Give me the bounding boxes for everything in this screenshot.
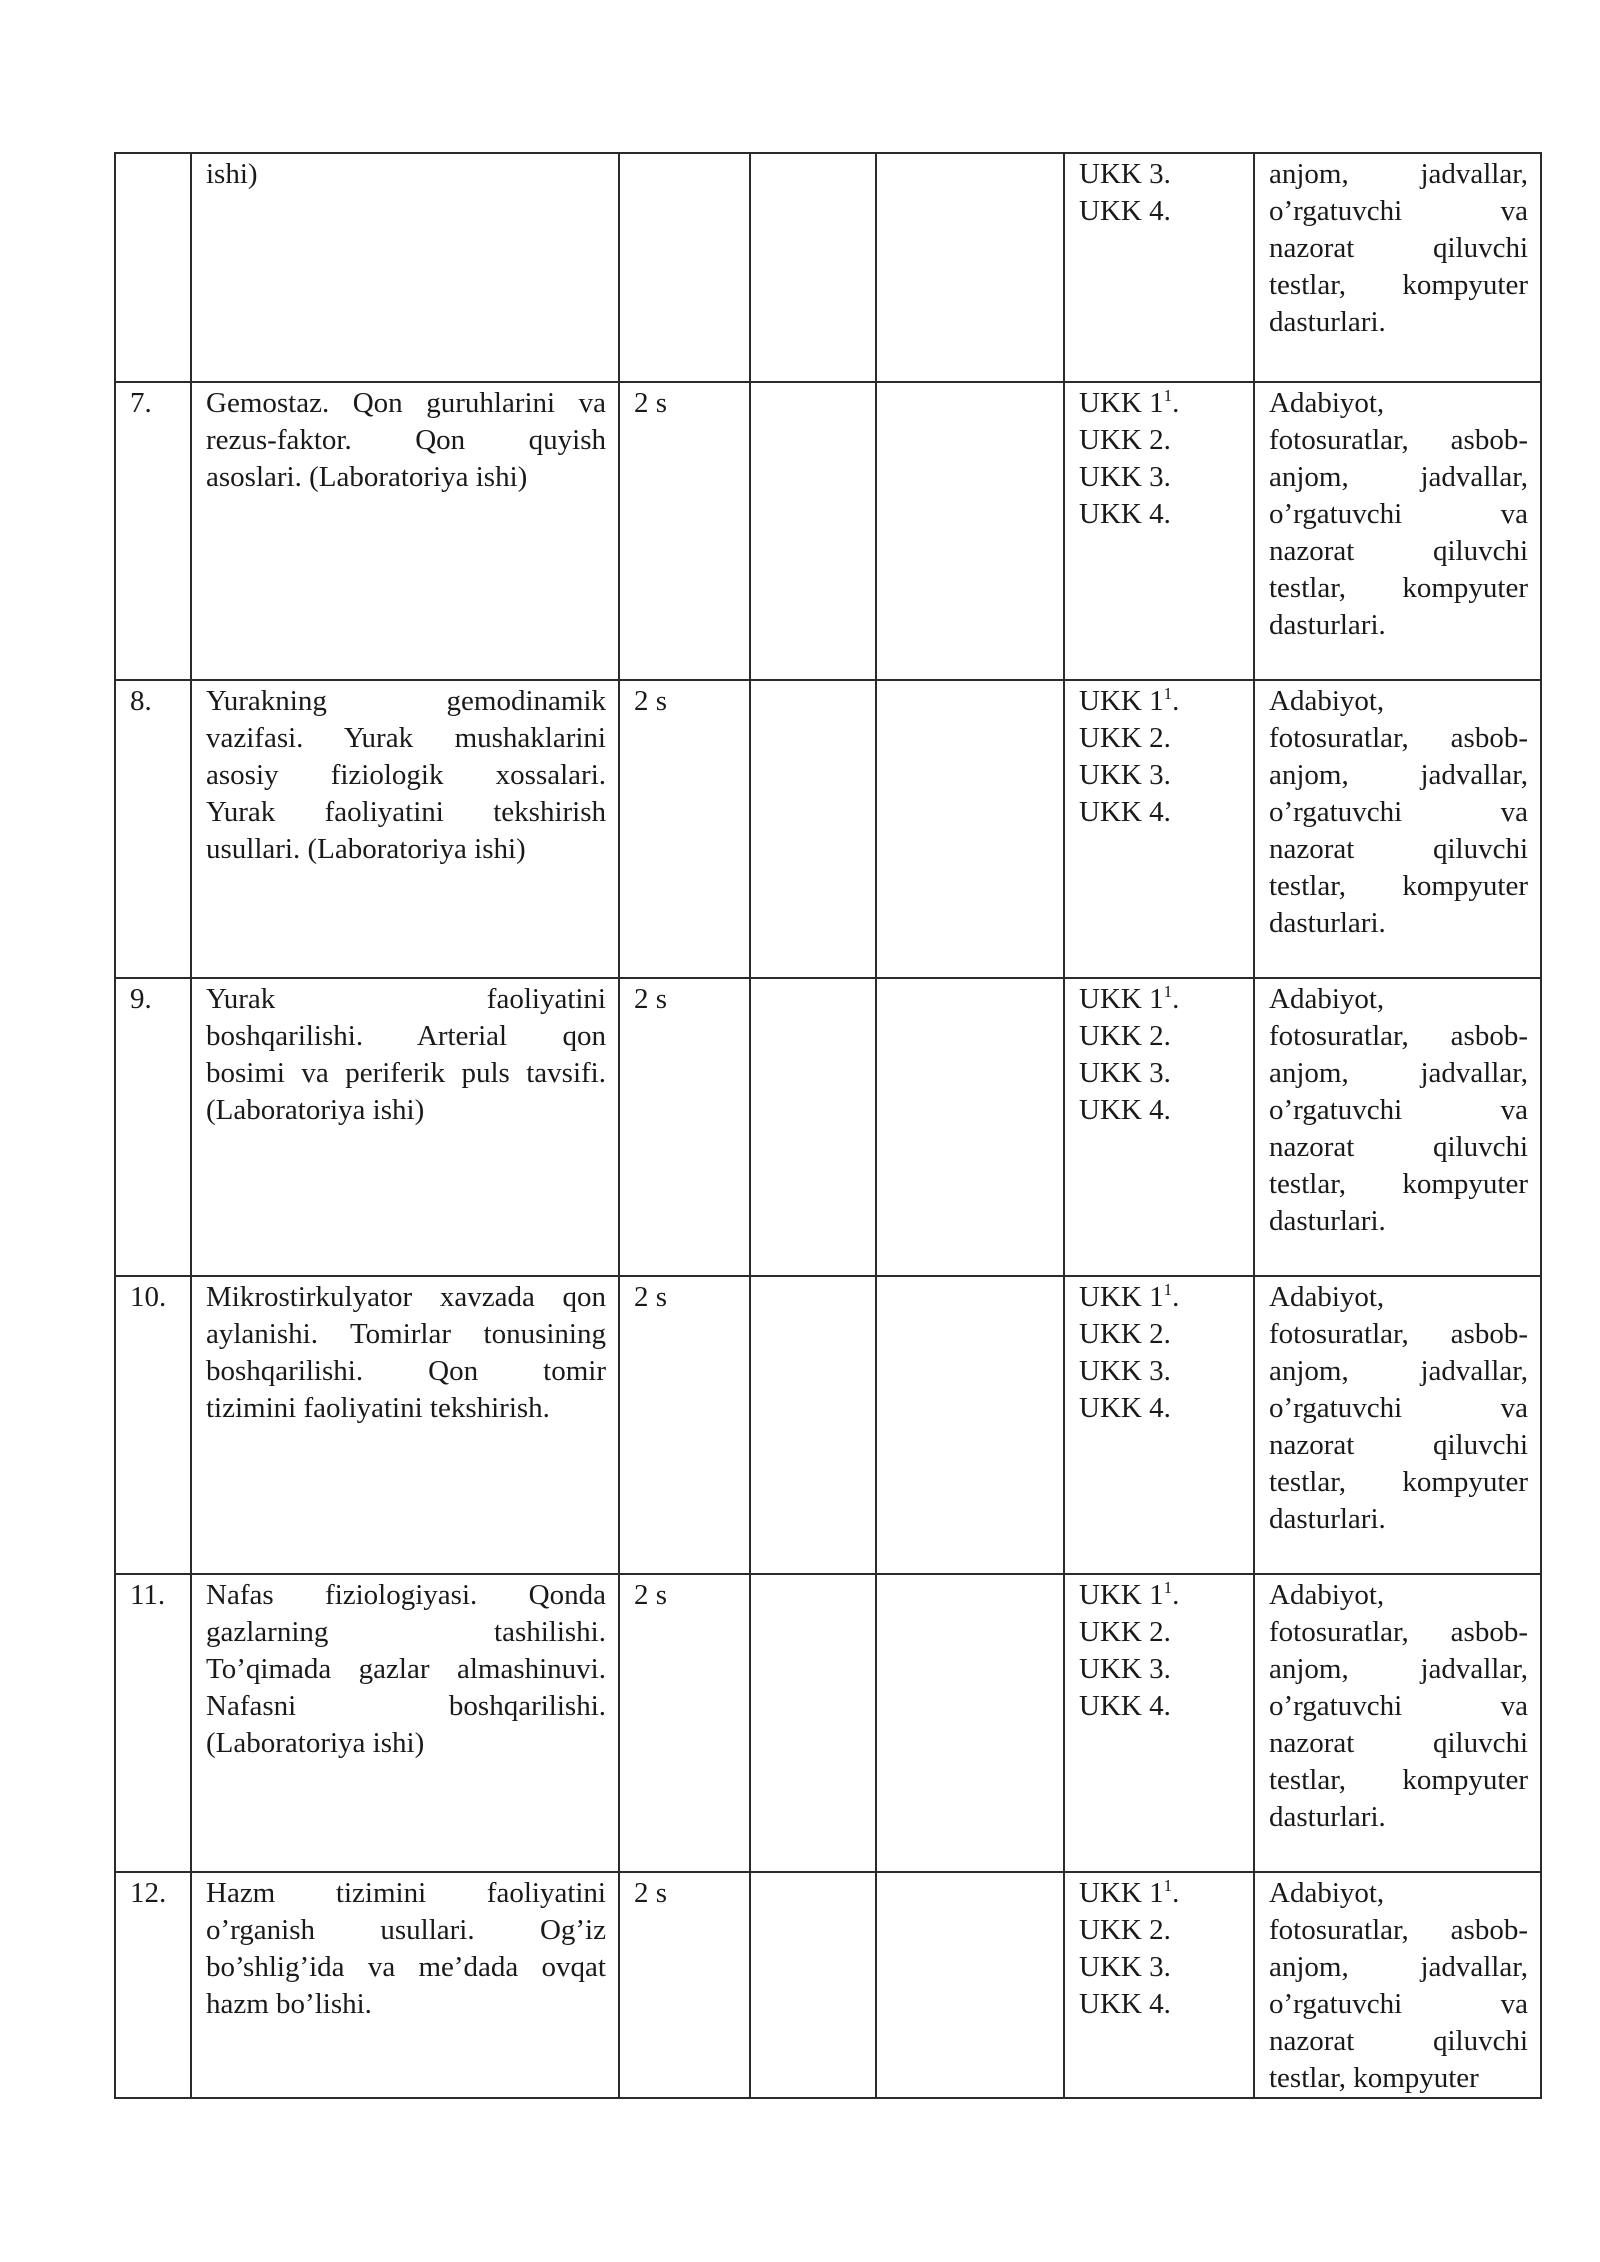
competency-cell xyxy=(1064,1276,1254,1574)
competency-code xyxy=(1079,1614,1241,1651)
footnote-mark: 1 xyxy=(1163,982,1173,1001)
topic-line: asosiy fiziologik xossalari. xyxy=(206,759,606,791)
hours-cell xyxy=(619,153,750,382)
resources-cell xyxy=(1254,1276,1541,1574)
topic-line: (Laboratoriya ishi) xyxy=(206,1727,425,1759)
empty-cell-b xyxy=(876,1872,1064,2098)
competency-code xyxy=(1079,1390,1241,1427)
resource-line: fotosuratlar, asbob- xyxy=(1269,1020,1528,1052)
hours-cell: 2 s xyxy=(619,1872,750,2098)
topic-line: Hazm tizimini faoliyatini xyxy=(206,1877,606,1909)
competency-code xyxy=(1079,1986,1241,2023)
empty-cell-b xyxy=(876,382,1064,680)
competency-label: UKK 1 xyxy=(1079,387,1164,419)
table-row xyxy=(115,382,1541,680)
resource-line: o’rgatuvchi va xyxy=(1269,195,1528,227)
topic-cell xyxy=(191,382,619,680)
row-number: 9. xyxy=(115,978,191,1276)
topic-cell xyxy=(191,1276,619,1574)
table-body xyxy=(115,153,1541,2098)
competency-label: UKK 1 xyxy=(1079,685,1164,717)
competency-label: UKK 3. xyxy=(1079,1057,1171,1089)
competency-cell xyxy=(1064,382,1254,680)
resource-line: anjom, jadvallar, xyxy=(1269,461,1528,493)
resource-line: o’rgatuvchi va xyxy=(1269,796,1528,828)
competency-label: UKK 4. xyxy=(1079,1392,1171,1424)
topic-line: (Laboratoriya ishi) xyxy=(206,1094,425,1126)
competency-label: UKK 2. xyxy=(1079,1914,1171,1946)
resource-line: Adabiyot, xyxy=(1269,1579,1385,1611)
topic-line: gazlarning tashilishi. xyxy=(206,1616,606,1648)
competency-label: UKK 3. xyxy=(1079,1355,1171,1387)
competency-label: UKK 3. xyxy=(1079,1951,1171,1983)
resource-line: o’rgatuvchi va xyxy=(1269,1094,1528,1126)
competency-code xyxy=(1079,496,1241,533)
competency-code xyxy=(1079,1875,1241,1912)
topic-cell xyxy=(191,1574,619,1872)
topic-cell xyxy=(191,978,619,1276)
resource-line: o’rgatuvchi va xyxy=(1269,498,1528,530)
row-number: 7. xyxy=(115,382,191,680)
competency-label: UKK 1 xyxy=(1079,1579,1164,1611)
topic-line: vazifasi. Yurak mushaklarini xyxy=(206,722,606,754)
footnote-suffix: . xyxy=(1172,1877,1180,1909)
competency-code xyxy=(1079,1577,1241,1614)
table-row xyxy=(115,978,1541,1276)
competency-code xyxy=(1079,385,1241,422)
resource-line: o’rgatuvchi va xyxy=(1269,1988,1528,2020)
topic-line: hazm bo’lishi. xyxy=(206,1988,372,2020)
row-number xyxy=(115,153,191,382)
footnote-mark: 1 xyxy=(1163,1578,1173,1597)
topic-cell xyxy=(191,680,619,978)
resources-cell xyxy=(1254,1872,1541,2098)
resource-line: o’rgatuvchi va xyxy=(1269,1392,1528,1424)
resource-line: testlar, kompyuter xyxy=(1269,1466,1528,1498)
competency-label: UKK 1 xyxy=(1079,1877,1164,1909)
competency-label: UKK 2. xyxy=(1079,1318,1171,1350)
resource-line: fotosuratlar, asbob- xyxy=(1269,722,1528,754)
topic-line: Gemostaz. Qon guruhlarini va xyxy=(206,387,606,419)
empty-cell-a xyxy=(750,680,876,978)
resource-line: dasturlari. xyxy=(1269,306,1386,338)
empty-cell-b xyxy=(876,153,1064,382)
competency-label: UKK 2. xyxy=(1079,722,1171,754)
empty-cell-b xyxy=(876,680,1064,978)
footnote-suffix: . xyxy=(1172,1281,1180,1313)
competency-label: UKK 2. xyxy=(1079,1020,1171,1052)
empty-cell-a xyxy=(750,1872,876,2098)
topic-line: usullari. (Laboratoriya ishi) xyxy=(206,833,526,865)
competency-code xyxy=(1079,683,1241,720)
competency-label: UKK 4. xyxy=(1079,195,1171,227)
competency-label: UKK 3. xyxy=(1079,461,1171,493)
resources-cell xyxy=(1254,153,1541,382)
footnote-suffix: . xyxy=(1172,983,1180,1015)
resource-line: nazorat qiluvchi xyxy=(1269,1429,1528,1461)
topic-line: rezus-faktor. Qon quyish xyxy=(206,424,606,456)
footnote-mark: 1 xyxy=(1163,684,1173,703)
empty-cell-b xyxy=(876,1276,1064,1574)
topic-line: boshqarilishi. Arterial qon xyxy=(206,1020,606,1052)
resources-cell xyxy=(1254,978,1541,1276)
resource-line: anjom, jadvallar, xyxy=(1269,158,1528,190)
competency-code xyxy=(1079,794,1241,831)
hours-cell: 2 s xyxy=(619,978,750,1276)
resource-line: anjom, jadvallar, xyxy=(1269,759,1528,791)
resource-line: dasturlari. xyxy=(1269,907,1386,939)
empty-cell-a xyxy=(750,978,876,1276)
competency-label: UKK 1 xyxy=(1079,1281,1164,1313)
resource-line: fotosuratlar, asbob- xyxy=(1269,1318,1528,1350)
topic-line: Yurak faoliyatini xyxy=(206,983,606,1015)
topic-cell xyxy=(191,153,619,382)
topic-line: o’rganish usullari. Og’iz xyxy=(206,1914,606,1946)
table-row xyxy=(115,153,1541,382)
competency-code xyxy=(1079,1353,1241,1390)
competency-code xyxy=(1079,459,1241,496)
topic-line: bosimi va periferik puls tavsifi. xyxy=(206,1057,606,1089)
competency-label: UKK 3. xyxy=(1079,1653,1171,1685)
competency-label: UKK 4. xyxy=(1079,1988,1171,2020)
table-row xyxy=(115,1276,1541,1574)
competency-code xyxy=(1079,981,1241,1018)
resource-line: testlar, kompyuter xyxy=(1269,2062,1479,2094)
footnote-mark: 1 xyxy=(1163,1876,1173,1895)
topic-line: Nafas fiziologiyasi. Qonda xyxy=(206,1579,606,1611)
syllabus-table xyxy=(114,152,1542,2099)
competency-code xyxy=(1079,1316,1241,1353)
competency-code xyxy=(1079,193,1241,230)
empty-cell-a xyxy=(750,382,876,680)
topic-line: bo’shlig’ida va me’dada ovqat xyxy=(206,1951,606,1983)
competency-label: UKK 4. xyxy=(1079,796,1171,828)
competency-code xyxy=(1079,757,1241,794)
footnote-suffix: . xyxy=(1172,387,1180,419)
resource-line: Adabiyot, xyxy=(1269,387,1385,419)
competency-cell xyxy=(1064,1574,1254,1872)
hours-cell: 2 s xyxy=(619,1574,750,1872)
resource-line: nazorat qiluvchi xyxy=(1269,1131,1528,1163)
resource-line: dasturlari. xyxy=(1269,609,1386,641)
row-number: 10. xyxy=(115,1276,191,1574)
topic-line: Nafasni boshqarilishi. xyxy=(206,1690,606,1722)
resource-line: fotosuratlar, asbob- xyxy=(1269,424,1528,456)
table-row xyxy=(115,1574,1541,1872)
hours-cell: 2 s xyxy=(619,1276,750,1574)
competency-label: UKK 4. xyxy=(1079,1094,1171,1126)
resources-cell xyxy=(1254,680,1541,978)
hours-cell: 2 s xyxy=(619,382,750,680)
competency-cell xyxy=(1064,153,1254,382)
competency-code xyxy=(1079,1651,1241,1688)
resource-line: fotosuratlar, asbob- xyxy=(1269,1914,1528,1946)
row-number: 12. xyxy=(115,1872,191,2098)
competency-code xyxy=(1079,1279,1241,1316)
footnote-mark: 1 xyxy=(1163,386,1173,405)
resource-line: nazorat qiluvchi xyxy=(1269,1727,1528,1759)
topic-line: ishi) xyxy=(206,158,258,190)
resource-line: testlar, kompyuter xyxy=(1269,1764,1528,1796)
competency-cell xyxy=(1064,1872,1254,2098)
topic-line: boshqarilishi. Qon tomir xyxy=(206,1355,606,1387)
resource-line: testlar, kompyuter xyxy=(1269,572,1528,604)
resource-line: nazorat qiluvchi xyxy=(1269,2025,1528,2057)
competency-label: UKK 3. xyxy=(1079,759,1171,791)
resource-line: dasturlari. xyxy=(1269,1205,1386,1237)
footnote-suffix: . xyxy=(1172,685,1180,717)
resource-line: nazorat qiluvchi xyxy=(1269,833,1528,865)
topic-line: Yurakning gemodinamik xyxy=(206,685,606,717)
footnote-mark: 1 xyxy=(1163,1280,1173,1299)
resource-line: dasturlari. xyxy=(1269,1801,1386,1833)
resource-line: testlar, kompyuter xyxy=(1269,269,1528,301)
empty-cell-a xyxy=(750,153,876,382)
topic-line: aylanishi. Tomirlar tonusining xyxy=(206,1318,606,1350)
resource-line: testlar, kompyuter xyxy=(1269,870,1528,902)
resources-cell xyxy=(1254,382,1541,680)
empty-cell-a xyxy=(750,1574,876,1872)
resource-line: testlar, kompyuter xyxy=(1269,1168,1528,1200)
topic-line: To’qimada gazlar almashinuvi. xyxy=(206,1653,606,1685)
competency-label: UKK 1 xyxy=(1079,983,1164,1015)
empty-cell-a xyxy=(750,1276,876,1574)
row-number: 8. xyxy=(115,680,191,978)
resource-line: nazorat qiluvchi xyxy=(1269,535,1528,567)
topic-line: Yurak faoliyatini tekshirish xyxy=(206,796,606,828)
resource-line: Adabiyot, xyxy=(1269,983,1385,1015)
table-row xyxy=(115,1872,1541,2098)
competency-label: UKK 4. xyxy=(1079,498,1171,530)
competency-code xyxy=(1079,1949,1241,1986)
competency-label: UKK 2. xyxy=(1079,424,1171,456)
resource-line: anjom, jadvallar, xyxy=(1269,1355,1528,1387)
competency-code xyxy=(1079,422,1241,459)
table-row xyxy=(115,680,1541,978)
competency-code xyxy=(1079,1018,1241,1055)
resource-line: nazorat qiluvchi xyxy=(1269,232,1528,264)
topic-line: tizimini faoliyatini tekshirish. xyxy=(206,1392,550,1424)
topic-line: Mikrostirkulyator xavzada qon xyxy=(206,1281,606,1313)
resource-line: Adabiyot, xyxy=(1269,685,1385,717)
competency-code xyxy=(1079,156,1241,193)
resource-line: anjom, jadvallar, xyxy=(1269,1057,1528,1089)
resource-line: Adabiyot, xyxy=(1269,1281,1385,1313)
competency-cell xyxy=(1064,680,1254,978)
topic-line: asoslari. (Laboratoriya ishi) xyxy=(206,461,528,493)
resource-line: anjom, jadvallar, xyxy=(1269,1653,1528,1685)
competency-code xyxy=(1079,1092,1241,1129)
hours-cell: 2 s xyxy=(619,680,750,978)
resource-line: dasturlari. xyxy=(1269,1503,1386,1535)
competency-code xyxy=(1079,1055,1241,1092)
resource-line: fotosuratlar, asbob- xyxy=(1269,1616,1528,1648)
empty-cell-b xyxy=(876,1574,1064,1872)
row-number: 11. xyxy=(115,1574,191,1872)
resources-cell xyxy=(1254,1574,1541,1872)
topic-cell xyxy=(191,1872,619,2098)
resource-line: anjom, jadvallar, xyxy=(1269,1951,1528,1983)
resource-line: o’rgatuvchi va xyxy=(1269,1690,1528,1722)
competency-cell xyxy=(1064,978,1254,1276)
resource-line: Adabiyot, xyxy=(1269,1877,1385,1909)
competency-label: UKK 2. xyxy=(1079,1616,1171,1648)
competency-code xyxy=(1079,1688,1241,1725)
competency-label: UKK 4. xyxy=(1079,1690,1171,1722)
competency-code xyxy=(1079,720,1241,757)
competency-label: UKK 3. xyxy=(1079,158,1171,190)
empty-cell-b xyxy=(876,978,1064,1276)
footnote-suffix: . xyxy=(1172,1579,1180,1611)
competency-code xyxy=(1079,1912,1241,1949)
